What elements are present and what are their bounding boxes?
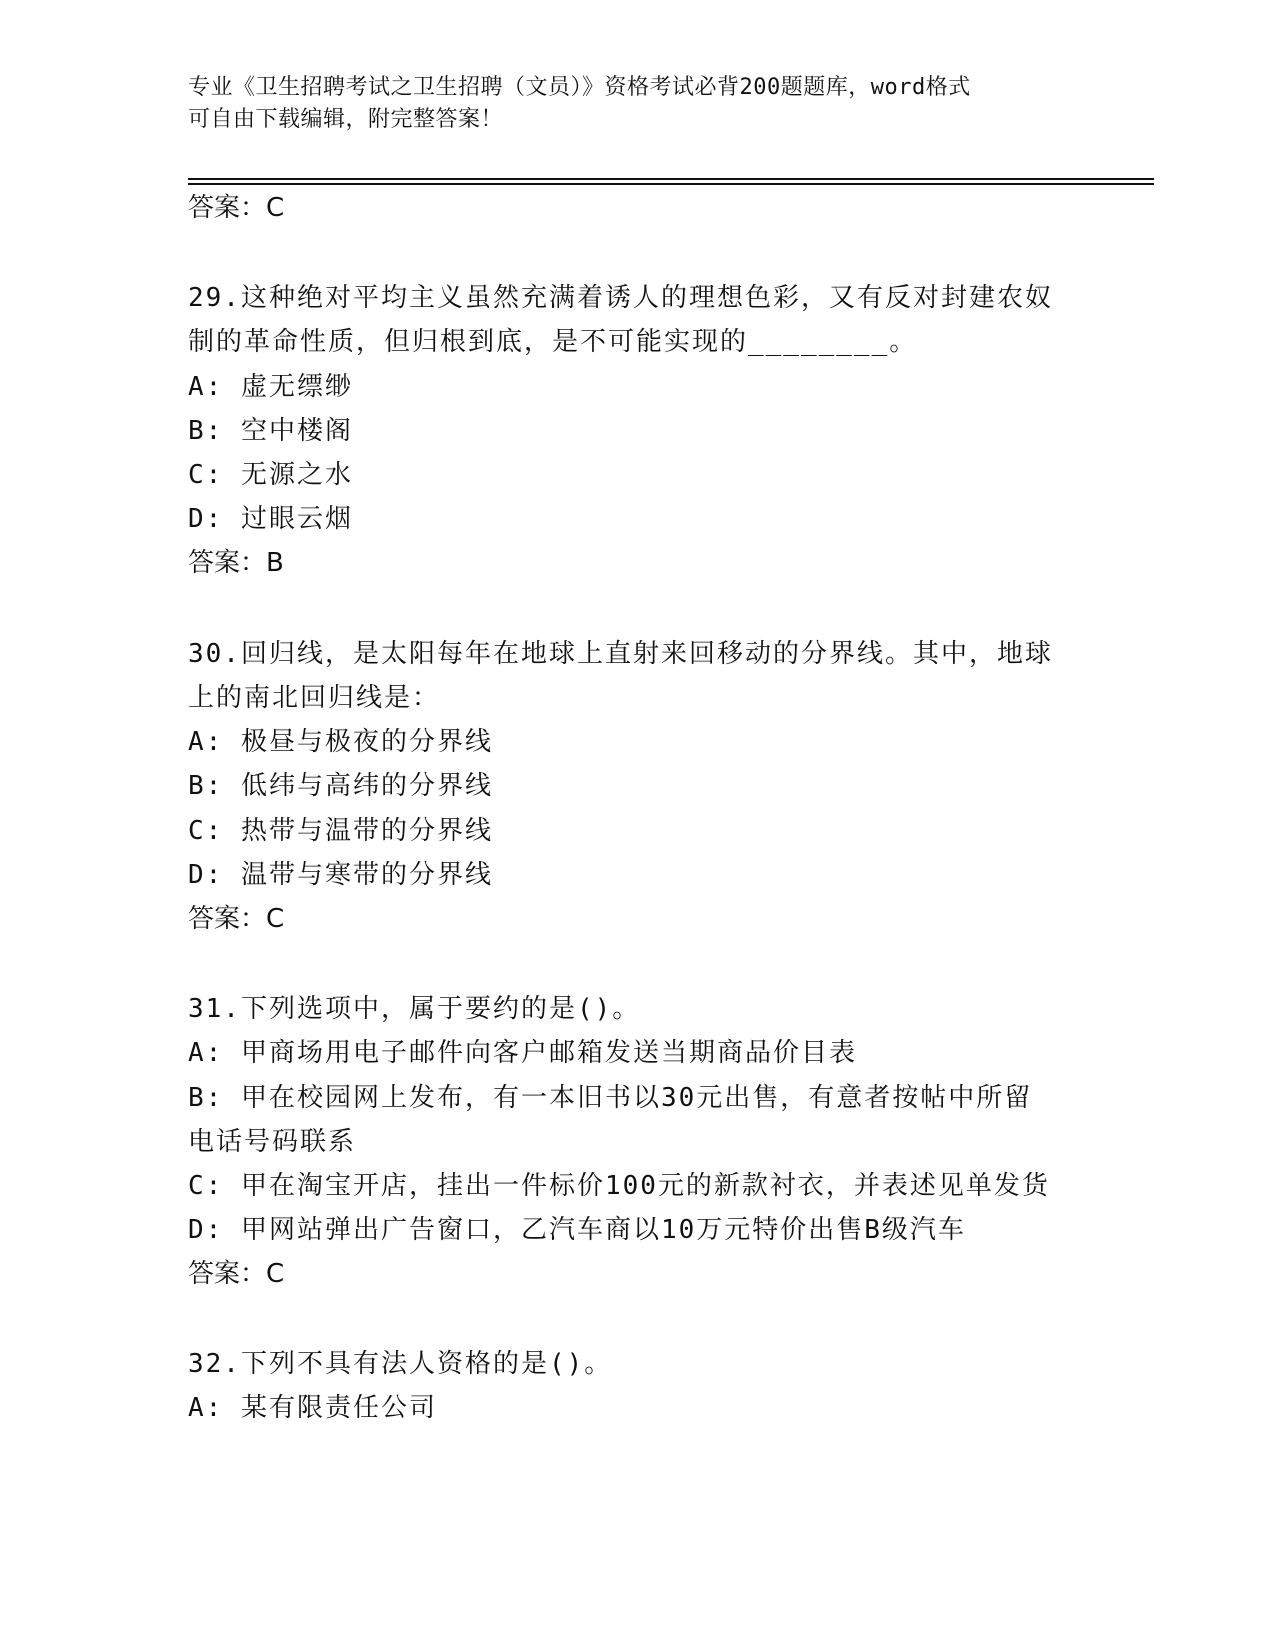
question-31-option-c: C: 甲在淘宝开店，挂出一件标价100元的新款衬衣，并表述见单发货 — [188, 1171, 1050, 1201]
question-30-option-b: B: 低纬与高纬的分界线 — [188, 771, 493, 801]
answer-28: 答案：C — [188, 193, 285, 223]
question-31-stem-line-1: 31.下列选项中，属于要约的是()。 — [188, 994, 641, 1024]
document-header — [188, 72, 1068, 136]
question-31-option-d: D: 甲网站弹出广告窗口，乙汽车商以10万元特价出售B级汽车 — [188, 1215, 966, 1245]
question-30-option-a: A: 极昼与极夜的分界线 — [188, 727, 493, 757]
question-32-option-a: A: 某有限责任公司 — [188, 1393, 437, 1423]
question-29-stem-line-1: 29.这种绝对平均主义虽然充满着诱人的理想色彩，又有反对封建农奴 — [188, 283, 1053, 313]
answer-29: 答案：B — [188, 548, 284, 578]
question-31-option-a: A: 甲商场用电子邮件向客户邮箱发送当期商品价目表 — [188, 1038, 857, 1068]
question-30-option-c: C: 热带与温带的分界线 — [188, 816, 493, 846]
answer-30: 答案：C — [188, 904, 285, 934]
question-31-option-b-continued: 电话号码联系 — [188, 1127, 357, 1157]
question-32-stem-line-1: 32.下列不具有法人资格的是()。 — [188, 1349, 613, 1379]
question-30-stem-line-2: 上的南北回归线是： — [188, 683, 441, 713]
question-30-option-d: D: 温带与寒带的分界线 — [188, 860, 493, 890]
header-line-1: 专业《卫生招聘考试之卫生招聘（文员）》资格考试必背200题题库，word格式 — [188, 75, 971, 100]
header-line-2: 可自由下载编辑，附完整答案！ — [188, 107, 504, 132]
question-29-option-b: B: 空中楼阁 — [188, 416, 353, 446]
header-divider-top — [188, 178, 1154, 180]
header-divider-bottom — [188, 183, 1154, 185]
question-29-option-a: A: 虚无缥缈 — [188, 372, 353, 402]
question-29-stem-line-2: 制的革命性质，但归根到底，是不可能实现的________。 — [188, 327, 918, 357]
question-30-stem-line-1: 30.回归线，是太阳每年在地球上直射来回移动的分界线。其中，地球 — [188, 639, 1053, 669]
question-29-option-c: C: 无源之水 — [188, 460, 353, 490]
question-29-option-d: D: 过眼云烟 — [188, 504, 353, 534]
answer-31: 答案：C — [188, 1259, 285, 1289]
question-31-option-b: B: 甲在校园网上发布，有一本旧书以30元出售，有意者按帖中所留 — [188, 1083, 1033, 1113]
